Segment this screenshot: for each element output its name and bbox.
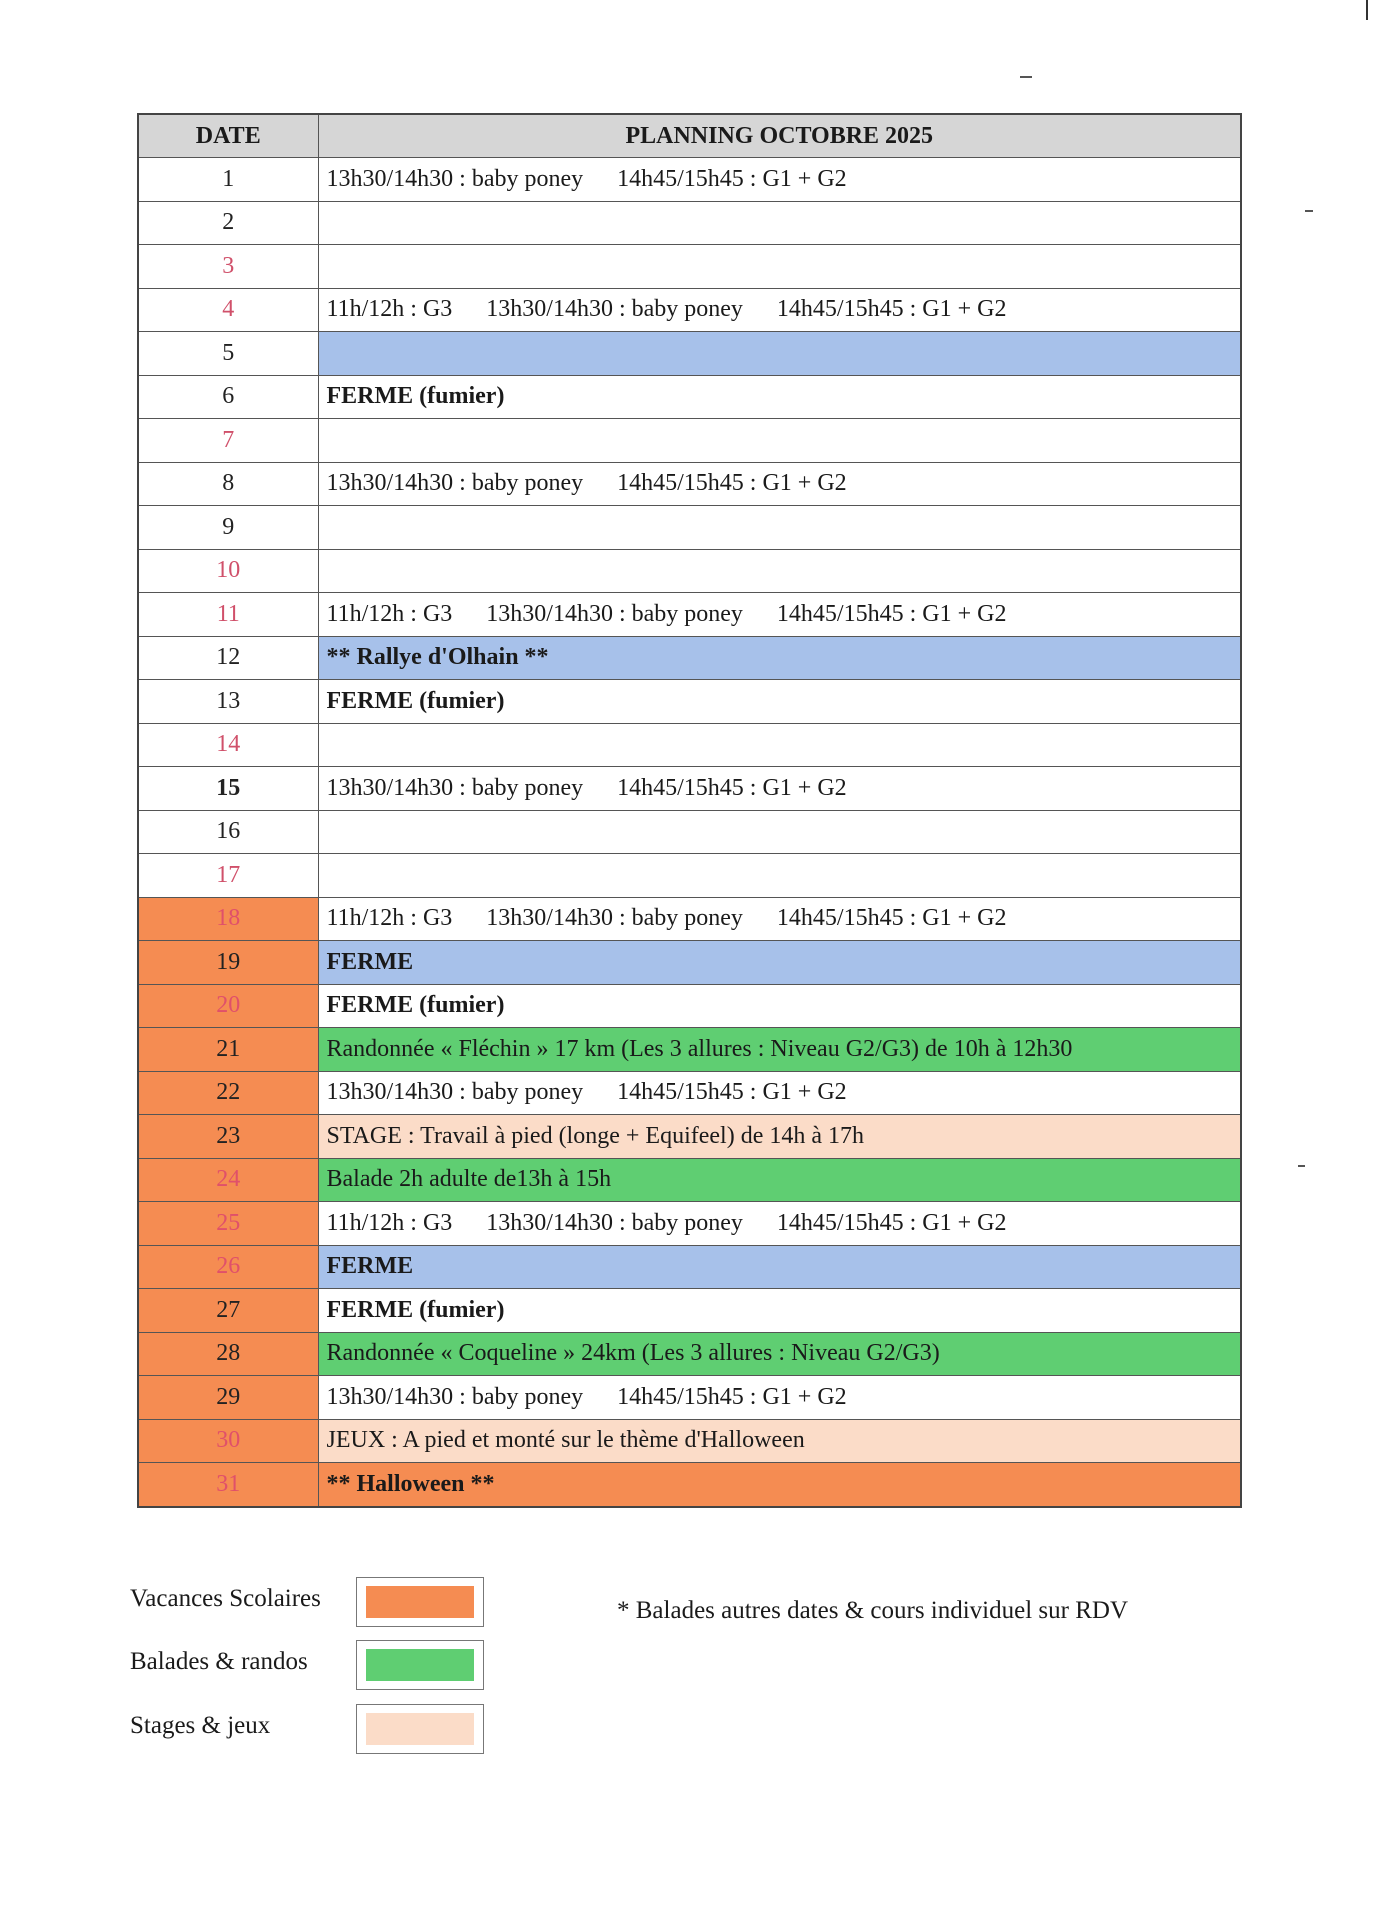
legend-color-swatch (366, 1586, 474, 1618)
activity-cell (318, 549, 1241, 593)
scan-mark (1305, 210, 1313, 212)
date-cell: 9 (138, 506, 318, 550)
date-cell: 4 (138, 288, 318, 332)
activity-cell (318, 593, 1241, 637)
activity-text: Randonnée « Coqueline » 24km (Les 3 allures : Niveau G2/G3) (326, 1340, 940, 1367)
activity-text: STAGE : Travail à pied (longe + Equifeel) de 14h à 17h (326, 1122, 865, 1149)
table-row (138, 1115, 1241, 1159)
activity-cell (318, 1158, 1241, 1202)
activity-cell (318, 984, 1241, 1028)
date-cell: 1 (138, 158, 318, 202)
activity-text: 11h/12h : G3 (326, 1209, 453, 1236)
activity-text: 13h30/14h30 : baby poney (326, 165, 584, 192)
table-row (138, 636, 1241, 680)
activity-text: 14h45/15h45 : G1 + G2 (617, 165, 847, 192)
activity-text: 14h45/15h45 : G1 + G2 (617, 1383, 847, 1410)
table-row (138, 288, 1241, 332)
table-row (138, 549, 1241, 593)
activity-cell (318, 1419, 1241, 1463)
table-row (138, 854, 1241, 898)
activity-cell (318, 1071, 1241, 1115)
planning-body (138, 158, 1241, 1507)
date-cell: 15 (138, 767, 318, 811)
date-cell: 28 (138, 1332, 318, 1376)
activity-text: FERME (326, 1253, 414, 1280)
table-row (138, 1289, 1241, 1333)
activity-cell (318, 1463, 1241, 1507)
date-cell: 6 (138, 375, 318, 419)
activity-cell (318, 897, 1241, 941)
legend-swatch-box (356, 1577, 484, 1627)
activity-text: FERME (326, 948, 414, 975)
activity-text: ** Rallye d'Olhain ** (326, 644, 549, 671)
activity-cell (318, 201, 1241, 245)
date-cell: 20 (138, 984, 318, 1028)
date-cell: 13 (138, 680, 318, 724)
table-row (138, 941, 1241, 985)
date-cell: 25 (138, 1202, 318, 1246)
date-cell: 24 (138, 1158, 318, 1202)
date-column-header: DATE (138, 114, 318, 158)
activity-cell (318, 462, 1241, 506)
date-cell: 8 (138, 462, 318, 506)
table-row (138, 897, 1241, 941)
activity-cell (318, 1202, 1241, 1246)
activity-text: 13h30/14h30 : baby poney (326, 470, 584, 497)
date-cell: 2 (138, 201, 318, 245)
activity-text: FERME (fumier) (326, 1296, 505, 1323)
date-cell: 10 (138, 549, 318, 593)
activity-cell (318, 1289, 1241, 1333)
date-cell: 21 (138, 1028, 318, 1072)
date-cell: 31 (138, 1463, 318, 1507)
table-row (138, 810, 1241, 854)
activity-cell (318, 680, 1241, 724)
activity-text: 13h30/14h30 : baby poney (326, 1383, 584, 1410)
activity-cell (318, 854, 1241, 898)
activity-cell (318, 810, 1241, 854)
activity-cell (318, 636, 1241, 680)
legend-color-swatch (366, 1713, 474, 1745)
activity-cell (318, 158, 1241, 202)
activity-cell (318, 288, 1241, 332)
activity-text: ** Halloween ** (326, 1470, 495, 1497)
activity-cell (318, 1115, 1241, 1159)
date-cell: 19 (138, 941, 318, 985)
table-row (138, 1028, 1241, 1072)
activity-text: FERME (fumier) (326, 687, 505, 714)
date-cell: 12 (138, 636, 318, 680)
legend-label: Stages & jeux (130, 1712, 271, 1739)
date-cell: 18 (138, 897, 318, 941)
activity-cell (318, 245, 1241, 289)
activity-text: 13h30/14h30 : baby poney (486, 600, 743, 627)
date-cell: 7 (138, 419, 318, 463)
table-row (138, 593, 1241, 637)
activity-text: 13h30/14h30 : baby poney (486, 905, 743, 932)
activity-cell (318, 332, 1241, 376)
scan-mark (1020, 76, 1032, 78)
table-row (138, 767, 1241, 811)
activity-text: 14h45/15h45 : G1 + G2 (776, 905, 1007, 932)
date-cell: 16 (138, 810, 318, 854)
legend-color-swatch (366, 1649, 474, 1681)
date-cell: 5 (138, 332, 318, 376)
activity-text: 14h45/15h45 : G1 + G2 (776, 600, 1007, 627)
activity-cell (318, 767, 1241, 811)
date-cell: 14 (138, 723, 318, 767)
activity-cell (318, 1245, 1241, 1289)
page-title: PLANNING OCTOBRE 2025 (318, 114, 1241, 158)
date-cell: 3 (138, 245, 318, 289)
date-cell: 27 (138, 1289, 318, 1333)
activity-text: 11h/12h : G3 (326, 296, 453, 323)
activity-text: 11h/12h : G3 (326, 905, 453, 932)
table-row (138, 201, 1241, 245)
activity-text: 11h/12h : G3 (326, 600, 453, 627)
activity-text: 14h45/15h45 : G1 + G2 (617, 774, 847, 801)
activity-text: FERME (fumier) (326, 383, 505, 410)
activity-text: 14h45/15h45 : G1 + G2 (776, 296, 1007, 323)
activity-text: 14h45/15h45 : G1 + G2 (617, 1079, 847, 1106)
activity-text: 13h30/14h30 : baby poney (326, 774, 584, 801)
activity-text: 14h45/15h45 : G1 + G2 (617, 470, 847, 497)
activity-cell (318, 1028, 1241, 1072)
activity-cell (318, 941, 1241, 985)
activity-text: 13h30/14h30 : baby poney (326, 1079, 584, 1106)
activity-text: 14h45/15h45 : G1 + G2 (776, 1209, 1007, 1236)
table-row (138, 158, 1241, 202)
date-cell: 17 (138, 854, 318, 898)
date-cell: 11 (138, 593, 318, 637)
date-cell: 23 (138, 1115, 318, 1159)
activity-cell (318, 506, 1241, 550)
table-row (138, 1419, 1241, 1463)
activity-text: Randonnée « Fléchin » 17 km (Les 3 allures : Niveau G2/G3) de 10h à 12h30 (326, 1035, 1073, 1062)
table-row (138, 1332, 1241, 1376)
table-row (138, 1463, 1241, 1507)
activity-text: JEUX : A pied et monté sur le thème d'Halloween (326, 1427, 805, 1454)
table-row (138, 1376, 1241, 1420)
scan-mark (1366, 0, 1368, 20)
table-row (138, 1071, 1241, 1115)
date-cell: 29 (138, 1376, 318, 1420)
activity-text: 13h30/14h30 : baby poney (486, 296, 743, 323)
legend-swatch-box (356, 1640, 484, 1690)
table-row (138, 506, 1241, 550)
activity-cell (318, 723, 1241, 767)
table-row (138, 419, 1241, 463)
date-cell: 22 (138, 1071, 318, 1115)
table-row (138, 245, 1241, 289)
activity-text: FERME (fumier) (326, 992, 505, 1019)
table-row (138, 1202, 1241, 1246)
table-row (138, 375, 1241, 419)
table-row (138, 1158, 1241, 1202)
header-row (138, 114, 1241, 158)
scan-mark (1298, 1165, 1305, 1167)
legend-label: Vacances Scolaires (130, 1585, 321, 1612)
activity-cell (318, 1376, 1241, 1420)
activity-cell (318, 419, 1241, 463)
activity-cell (318, 375, 1241, 419)
legend-label: Balades & randos (130, 1648, 308, 1675)
table-row (138, 680, 1241, 724)
date-cell: 26 (138, 1245, 318, 1289)
date-cell: 30 (138, 1419, 318, 1463)
table-row (138, 984, 1241, 1028)
appointment-note: * Balades autres dates & cours individuel sur RDV (617, 1597, 1129, 1624)
table-row (138, 462, 1241, 506)
table-row (138, 1245, 1241, 1289)
planning-table (137, 113, 1242, 1508)
activity-cell (318, 1332, 1241, 1376)
legend-swatch-box (356, 1704, 484, 1754)
activity-text: Balade 2h adulte de13h à 15h (326, 1166, 612, 1193)
activity-text: 13h30/14h30 : baby poney (486, 1209, 743, 1236)
table-row (138, 723, 1241, 767)
table-row (138, 332, 1241, 376)
